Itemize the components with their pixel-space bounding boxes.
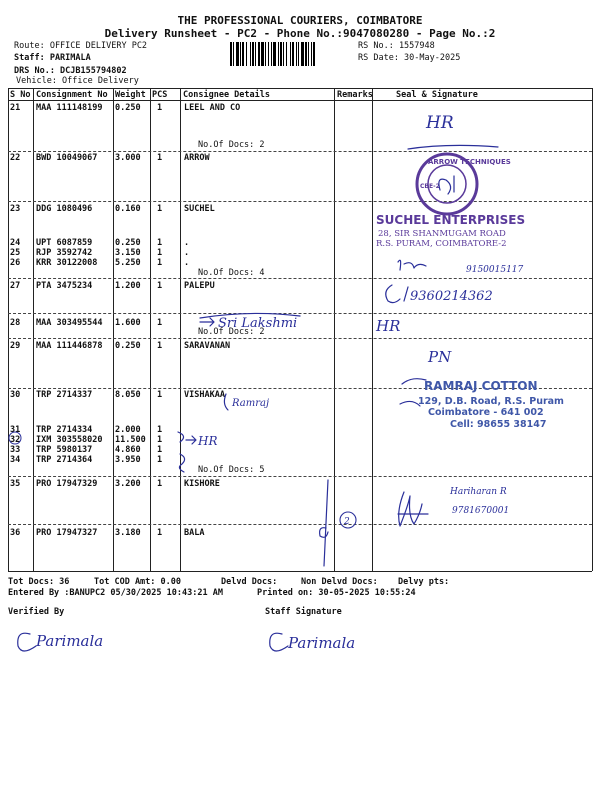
row-weight: 0.250 — [115, 103, 141, 113]
row-weight: 11.500 — [115, 435, 146, 445]
col-header-pcs: PCS — [152, 90, 168, 100]
pen-stroke-26 — [398, 260, 426, 270]
kishore-phone: 9781670001 — [452, 506, 510, 516]
col-header-weight: Weight — [115, 90, 146, 100]
arrow-stamp — [417, 154, 511, 214]
non-delivered-docs: Non Delvd Docs: — [301, 577, 378, 587]
row-weight: 5.250 — [115, 258, 141, 268]
total-cod: Tot COD Amt: 0.00 — [94, 577, 181, 587]
row-consignment-no: UPT 6087859 — [36, 238, 93, 248]
row-weight: 1.600 — [115, 318, 141, 328]
phone-note-26: 9150015117 — [466, 265, 524, 275]
pen-stroke-27 — [386, 285, 408, 303]
arrow-mark-32 — [186, 436, 196, 444]
arrow-stamp-text: ARROW TECHNIQUES — [428, 158, 511, 166]
staff-signature-label: Staff Signature — [265, 607, 342, 617]
suchel-stamp-name: SUCHEL ENTERPRISES — [376, 213, 526, 227]
verified-signature: Parimala — [36, 632, 104, 650]
row-sno: 29 — [10, 341, 21, 351]
docs-count-row-34: No.Of Docs: 5 — [198, 465, 265, 475]
row-pcs: 1 — [157, 341, 163, 351]
row-weight: 8.050 — [115, 390, 141, 400]
col-header-consignment: Consignment No — [36, 90, 108, 100]
staff-signature: Parimala — [288, 634, 356, 652]
circle-two-35: 2 — [344, 517, 350, 527]
row-pcs: 1 — [157, 103, 163, 113]
delivered-docs: Delvd Docs: — [221, 577, 278, 587]
row-sno: 27 — [10, 281, 21, 291]
pen-stroke-21 — [408, 145, 498, 149]
footer-signatures — [0, 610, 600, 670]
kishore-receiver-name: Hariharan R — [450, 487, 507, 497]
col-header-consignee: Consignee Details — [183, 90, 270, 100]
printed-on: Printed on: 30-05-2025 10:55:24 — [257, 588, 416, 598]
route-label: Route: OFFICE DELIVERY PC2 — [14, 41, 148, 51]
row-consignment-no: MAA 111446878 — [36, 341, 103, 351]
row-pcs: 1 — [157, 238, 163, 248]
circle-mark-32 — [9, 432, 21, 444]
row-weight: 2.000 — [115, 425, 141, 435]
row-weight: 3.950 — [115, 455, 141, 465]
col-header-remarks: Remarks — [337, 90, 373, 100]
hr-signature-21: HR — [426, 113, 454, 133]
arrow-sign-mark — [439, 176, 454, 194]
row-consignment-no: PRO 17947329 — [36, 479, 98, 489]
bracket-mark-31 — [178, 432, 184, 442]
row-weight: 0.250 — [115, 341, 141, 351]
row-consignment-no: TRP 2714334 — [36, 425, 93, 435]
runsheet-title: Delivery Runsheet - PC2 - Phone No.:9047080280 - Page No.:2 — [104, 27, 496, 40]
row-consignee: KISHORE — [184, 479, 220, 489]
company-title: THE PROFESSIONAL COURIERS, COIMBATORE — [177, 14, 423, 27]
row-consignment-no: PTA 3475234 — [36, 281, 93, 291]
staff-signature-loop — [270, 633, 288, 651]
verified-signature-loop — [18, 633, 36, 651]
row-consignment-no: TRP 2714337 — [36, 390, 93, 400]
row-sno: 34 — [10, 455, 21, 465]
row-consignment-no: DDG 1080496 — [36, 204, 93, 214]
phone-note-27: 9360214362 — [410, 289, 493, 304]
suchel-stamp — [376, 213, 525, 249]
row-sno: 23 — [10, 204, 21, 214]
suchel-stamp-address: 28, SIR SHANMUGAM ROAD — [378, 229, 506, 239]
row-pcs: 1 — [157, 204, 163, 214]
rs-number: RS No.: 1557948 — [358, 41, 435, 51]
docs-count-row-26: No.Of Docs: 4 — [198, 268, 265, 278]
arrow-mark-28 — [200, 318, 214, 326]
row-consignee: BALA — [184, 528, 205, 538]
row-weight: 0.160 — [115, 204, 141, 214]
row-weight: 3.200 — [115, 479, 141, 489]
ramraj-stamp-phone: Cell: 98655 38147 — [450, 419, 547, 430]
row-pcs: 1 — [157, 445, 163, 455]
ramraj-stamp-name: RAMRAJ COTTON — [424, 379, 538, 393]
pen-stroke-35 — [324, 480, 328, 566]
row-sno: 31 — [10, 425, 21, 435]
row-sno: 28 — [10, 318, 21, 328]
drs-number: DRS No.: DCJB155794802 — [14, 66, 127, 76]
sri-lakshmi-note: Sri Lakshmi — [218, 316, 298, 331]
docs-count-row-21: No.Of Docs: 2 — [198, 140, 265, 150]
ramraj-stamp-city: Coimbatore - 641 002 — [428, 407, 544, 418]
ramraj-handnote: Ramraj — [232, 398, 270, 409]
row-pcs: 1 — [157, 153, 163, 163]
row-pcs: 1 — [157, 455, 163, 465]
row-sno: 36 — [10, 528, 21, 538]
row-consignee: SUCHEL — [184, 204, 215, 214]
row-pcs: 1 — [157, 258, 163, 268]
row-sno: 33 — [10, 445, 21, 455]
row-pcs: 1 — [157, 479, 163, 489]
row-weight: 3.000 — [115, 153, 141, 163]
row-consignment-no: PRO 17947327 — [36, 528, 98, 538]
ramraj-stamp-address: 129, D.B. Road, R.S. Puram — [418, 396, 564, 407]
col-header-seal-signature: Seal & Signature — [396, 90, 478, 100]
row-sno: 21 — [10, 103, 21, 113]
row-consignee: LEEL AND CO — [184, 103, 241, 113]
row-consignee: PALEPU — [184, 281, 215, 291]
hr-signature-32: HR — [198, 434, 218, 448]
row-consignee: ARROW — [184, 153, 210, 163]
row-consignment-no: TRP 2714364 — [36, 455, 93, 465]
col-header-sno: S No — [10, 90, 31, 100]
rs-date: RS Date: 30-May-2025 — [358, 53, 461, 63]
row-sno: 22 — [10, 153, 21, 163]
suchel-stamp-city: R.S. PURAM, COIMBATORE-2 — [376, 239, 507, 249]
kishore-sign — [399, 492, 422, 526]
row-pcs: 1 — [157, 281, 163, 291]
row-pcs: 1 — [157, 318, 163, 328]
row-pcs: 1 — [157, 435, 163, 445]
row-weight: 1.200 — [115, 281, 141, 291]
verified-by-label: Verified By — [8, 607, 65, 617]
row-consignment-no: RJP 3592742 — [36, 248, 93, 258]
pen-loop-35 — [320, 528, 328, 538]
vehicle-label: Vehicle: Office Delivery — [16, 76, 139, 86]
hr-signature-28: HR — [376, 317, 401, 335]
row-consignment-no: MAA 111148199 — [36, 103, 103, 113]
pn-signature-29: PN — [428, 348, 452, 366]
row-consignment-no: BWD 10049067 — [36, 153, 98, 163]
row-sno: 30 — [10, 390, 21, 400]
row-sno: 35 — [10, 479, 21, 489]
staff-label: Staff: PARIMALA — [14, 53, 91, 63]
row-consignee: . — [184, 258, 190, 268]
docs-count-row-28: No.Of Docs: 2 — [198, 327, 265, 337]
row-sno: 24 — [10, 238, 21, 248]
row-pcs: 1 — [157, 390, 163, 400]
row-weight: 3.150 — [115, 248, 141, 258]
row-pcs: 1 — [157, 425, 163, 435]
row-sno: 32 — [10, 435, 21, 445]
ramraj-stamp — [400, 379, 564, 430]
row-pcs: 1 — [157, 528, 163, 538]
row-weight: 4.860 — [115, 445, 141, 455]
row-weight: 3.180 — [115, 528, 141, 538]
row-sno: 26 — [10, 258, 21, 268]
row-consignee: VISHAKAA — [184, 390, 225, 400]
row-sno: 25 — [10, 248, 21, 258]
bracket-mark-30 — [224, 394, 228, 410]
row-consignment-no: TRP 5980137 — [36, 445, 93, 455]
row-consignment-no: KRR 30122008 — [36, 258, 98, 268]
row-consignee: SARAVANAN — [184, 341, 231, 351]
delivery-points: Delvy pts: — [398, 577, 450, 587]
total-docs: Tot Docs: 36 — [8, 577, 70, 587]
row-pcs: 1 — [157, 248, 163, 258]
row-consignment-no: IXM 303558020 — [36, 435, 103, 445]
row-consignee: . — [184, 238, 190, 248]
bracket-mark-33 — [179, 454, 184, 472]
row-weight: 0.250 — [115, 238, 141, 248]
arrow-stamp-mid: CBE-2 — [420, 183, 440, 190]
entered-by: Entered By :BANUPC2 05/30/2025 10:43:21 AM — [8, 588, 223, 598]
row-consignee: . — [184, 248, 190, 258]
row-consignment-no: MAA 303495544 — [36, 318, 103, 328]
